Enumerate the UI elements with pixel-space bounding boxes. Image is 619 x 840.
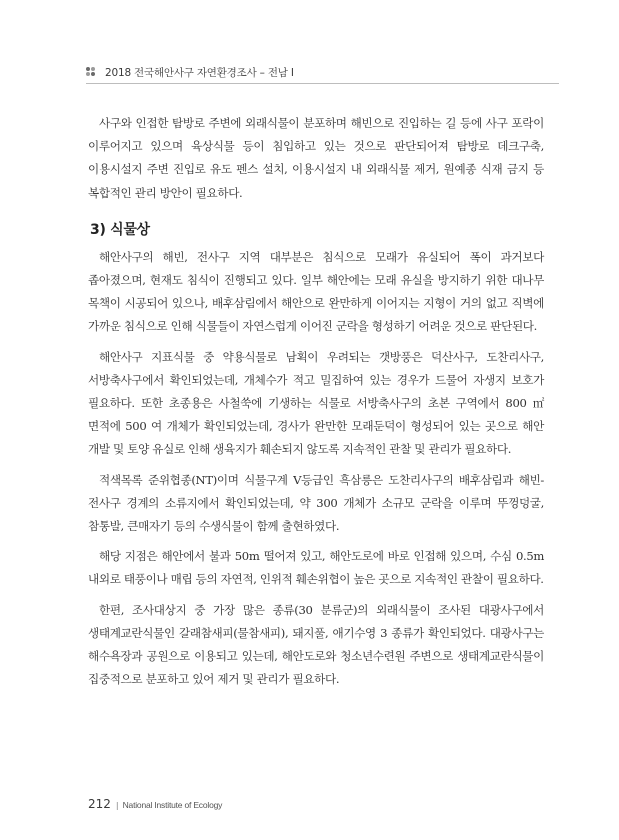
paragraph-site-threat: 해당 지점은 해안에서 불과 50m 떨어져 있고, 해안도로에 바로 인접해 있으며, 수심 0.5m 내외로 태풍이나 매립 등의 자연적, 인위적 훼손위협이 높은 곳으로 지속적인 관찰이 필요하다. bbox=[88, 549, 544, 587]
paragraph-indicator-plants: 해안사구 지표식물 중 약용식물로 남획이 우려되는 갯방풍은 덕산사구, 도찬리사구, 서방축사구에서 확인되었는데, 개체수가 적고 밀집하여 있는 경우가 드물어 자생지 보호가 필요하다. 또한 초종용은 사철쑥에 기생하는 식물로 서방축사구의 초본 구역에서 800 ㎡ 면적에 500 여 개체가 확인되었는데, 경사가 완만한 모래둔덕이 형성되어 있는 곳으로 해안 개발 및 토양 유실로 인해 생육지가 훼손되지 않도록 지속적인 관찰 및 관리가 필요하다. bbox=[88, 349, 544, 457]
header-title: 2018 전국해안사구 자연환경조사 – 전남 Ⅰ bbox=[105, 66, 294, 79]
footer-separator: | bbox=[115, 801, 119, 810]
bullet-dots-icon bbox=[86, 67, 100, 77]
section-heading: 3) 식물상 bbox=[90, 221, 150, 238]
page-footer bbox=[88, 797, 222, 811]
header-divider bbox=[86, 83, 559, 84]
footer-organization: National Institute of Ecology bbox=[122, 800, 223, 810]
page-number: 212 bbox=[88, 797, 111, 811]
paragraph-management: 사구와 인접한 탐방로 주변에 외래식물이 분포하며 해빈으로 진입하는 길 등에 사구 포락이 이루어지고 있으며 육상식물 등이 침입하고 있는 것으로 판단되어져 탐방로 데크구축, 이용시설지 주변 진입로 유도 펜스 설치, 이용시설지 내 외래식물 제거, 원예종 식재 금지 등 복합적인 관리 방안이 필요하다. bbox=[88, 116, 544, 200]
paragraph-erosion: 해안사구의 해빈, 전사구 지역 대부분은 침식으로 모래가 유실되어 폭이 과거보다 좁아졌으며, 현재도 침식이 진행되고 있다. 일부 해안에는 모래 유실을 방지하기 위한 대나무 목책이 시공되어 있으나, 배후삼림에서 해안으로 완만하게 이어지는 지형이 거의 없고 직벽에 가까운 침식으로 인해 식물들이 자연스럽게 이어진 군락을 형성하기 어려운 것으로 판단된다. bbox=[88, 249, 544, 334]
document-body bbox=[88, 112, 544, 691]
paragraph-invasive-plants: 한편, 조사대상지 중 가장 많은 종류(30 분류군)의 외래식물이 조사된 대광사구에서 생태계교란식물인 갈래참새피(물참새피), 돼지풀, 애기수영 3 종류가 확인되었다. 대광사구는 해수욕장과 공원으로 이용되고 있는데, 해안도로와 청소년수련원 주변으로 생태계교란식물이 집중적으로 분포하고 있어 제거 및 관리가 필요하다. bbox=[88, 602, 544, 687]
running-header bbox=[86, 64, 294, 80]
paragraph-red-list: 적색목록 준위협종(NT)이며 식물구계 V등급인 흑삼릉은 도찬리사구의 배후삼림과 해빈-전사구 경계의 소류지에서 확인되었는데, 약 300 개체가 소규모 군락을 이루며 뚜껑덩굴, 참통발, 큰매자기 등의 수생식물이 함께 출현하였다. bbox=[88, 472, 544, 534]
